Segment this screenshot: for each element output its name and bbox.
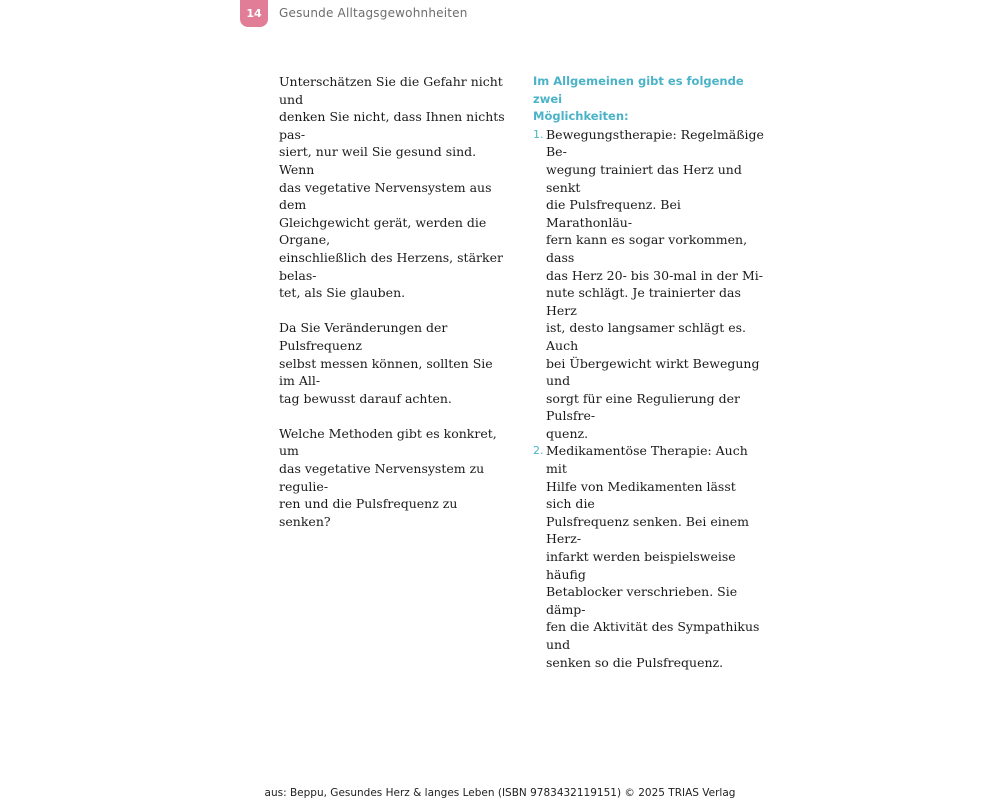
list-item-number: 1. xyxy=(533,127,544,141)
list-item xyxy=(533,126,765,443)
page-number-badge: 14 xyxy=(240,0,268,27)
paragraph: Da Sie Veränderungen der Pulsfrequenz selbst messen können, sollten Sie im All- tag bewusst darauf achten. xyxy=(279,320,493,406)
right-column xyxy=(533,73,765,671)
footer-citation: aus: Beppu, Gesundes Herz & langes Leben (ISBN 9783432119151) © 2025 TRIAS Verlag xyxy=(264,787,736,799)
list-item-number: 2. xyxy=(533,444,544,458)
paragraph: Unterschätzen Sie die Gefahr nicht und denken Sie nicht, dass Ihnen nichts pas- siert, nur weil Sie gesund sind. Wenn das vegetative Nervensystem aus dem Gleichgewicht gerät, werden die Organe, einschließlich des Herzens, stärker belas- tet, als Sie glauben. xyxy=(279,74,505,301)
paragraph: Welche Methoden gibt es konkret, um das vegetative Nervensystem zu regulie- ren und die Pulsfrequenz zu senken? xyxy=(279,425,497,529)
running-title: Gesunde Alltagsgewohnheiten xyxy=(279,6,468,20)
methods-list xyxy=(533,126,765,671)
left-column xyxy=(279,73,511,548)
list-lead-heading: Im Allgemeinen gibt es folgende zwei Möglichkeiten: xyxy=(533,74,744,124)
list-item-text: Bewegungstherapie: Regelmäßige Be- wegung trainiert das Herz und senkt die Pulsfrequenz. Bei Marathonläu- fern kann es sogar vorkommen, dass das Herz 20- bis 30-mal in der Mi- nute schlägt. Je trainierter das Herz ist, desto langsamer schlägt es. Auch bei Übergewicht wirkt Bewegung und sorgt für eine Regulierung der Pulsfre- quenz. xyxy=(546,126,764,441)
list-item xyxy=(533,442,765,671)
list-item-text: Medikamentöse Therapie: Auch mit Hilfe von Medikamenten lässt sich die Pulsfrequenz senken. Bei einem Herz- infarkt werden beispielsweise häufig Betablocker verschrieben. Sie dämp- fen die Aktivität des Sympathikus und senken so die Pulsfrequenz. xyxy=(546,443,760,670)
